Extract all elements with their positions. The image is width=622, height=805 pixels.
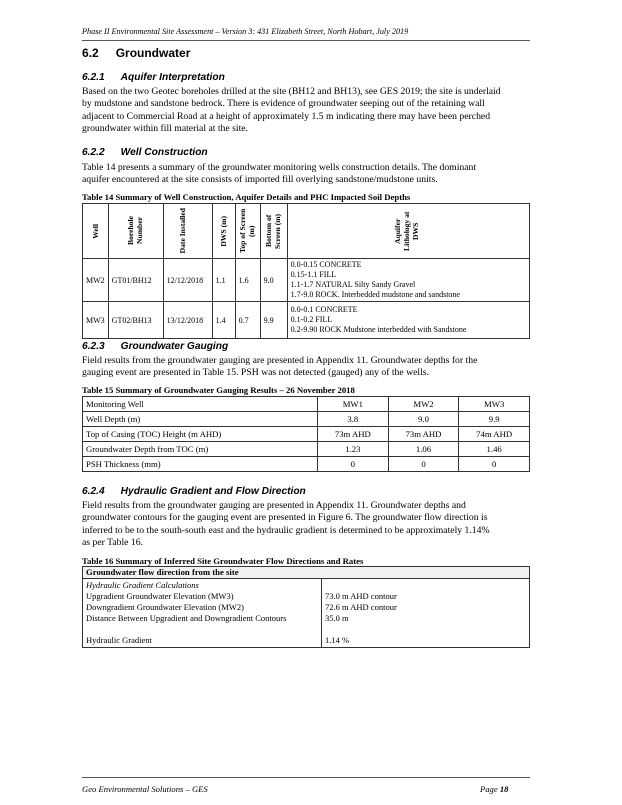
lithology-cell xyxy=(287,302,529,339)
table-15 xyxy=(82,396,530,472)
table-16-caption: Table 16 Summary of Inferred Site Groundwater Flow Directions and Rates xyxy=(82,556,364,566)
header-text: Aquifer Lithology at DWS xyxy=(393,211,421,251)
header-text: Date Installed xyxy=(177,208,187,254)
table-cell: 3.8 xyxy=(318,412,389,427)
lithology-line: 0.0-0.15 CONCRETE xyxy=(290,260,362,269)
paragraph-line: as per Table 16. xyxy=(82,536,144,548)
paragraph-hydraulic-gradient xyxy=(82,500,530,549)
spacer xyxy=(325,624,526,635)
subsection-heading-6-2-4 xyxy=(82,486,306,497)
table-16 xyxy=(82,566,530,648)
table-cell: 1.46 xyxy=(459,442,530,457)
table-cell: Groundwater Depth from TOC (m) xyxy=(83,442,318,457)
subsection-number: 6.2.2 xyxy=(82,147,105,158)
table-row xyxy=(83,302,530,339)
footer-company: Geo Environmental Solutions – GES xyxy=(82,784,208,794)
table-cell: GT01/BH12 xyxy=(108,259,163,302)
table-row xyxy=(83,457,530,472)
table-header-row xyxy=(83,567,530,579)
subsection-title: Hydraulic Gradient and Flow Direction xyxy=(120,486,306,497)
lithology-line: 0.15-1.1 FILL xyxy=(290,270,337,279)
table-cell: 0.7 xyxy=(235,302,260,339)
table-cell: GT02/BH13 xyxy=(108,302,163,339)
table-header-row xyxy=(83,397,530,412)
calc-label: Upgradient Groundwater Elevation (MW3) xyxy=(86,591,234,601)
table-cell: 9.9 xyxy=(459,412,530,427)
table-row xyxy=(83,442,530,457)
paragraph-line: aquifer encountered at the site consists of imported fill overlying sandstone/mudstone units. xyxy=(82,174,438,186)
table-14-caption: Table 14 Summary of Well Construction, Aquifer Details and PHC Impacted Soil Depths xyxy=(82,192,411,202)
header-text: Top of Screen (m) xyxy=(237,208,256,254)
footer-page xyxy=(480,784,508,794)
table-cell: Well Depth (m) xyxy=(83,412,318,427)
lithology-line: 0.1-0.2 FILL xyxy=(290,315,333,324)
table-cell: 0 xyxy=(459,457,530,472)
paragraph-well-construction xyxy=(82,162,530,187)
table-cell xyxy=(322,579,530,648)
table-14 xyxy=(82,203,530,339)
subsection-heading-6-2-2 xyxy=(82,147,208,158)
table-cell: 1.1 xyxy=(212,259,235,302)
table-row xyxy=(83,579,530,648)
calc-value: 72.6 m AHD contour xyxy=(325,602,397,612)
table-header-cell: Groundwater flow direction from the site xyxy=(83,567,530,579)
paragraph-line: adjacent to Commercial Road at a height of approximately 1.5 m indicating there may have been perched xyxy=(82,110,491,122)
table-cell: MW3 xyxy=(83,302,109,339)
table-cell: Top of Casing (TOC) Height (m AHD) xyxy=(83,427,318,442)
table-cell: 13/12/2018 xyxy=(163,302,212,339)
lithology-line: 0.2-9.90 ROCK Mudstone interbedded with Sandstone xyxy=(290,325,467,334)
section-title: Groundwater xyxy=(115,46,191,60)
table-header-cell xyxy=(163,204,212,259)
subsection-heading-6-2-3 xyxy=(82,341,228,352)
section-heading xyxy=(82,46,190,60)
table-header-cell: Monitoring Well xyxy=(83,397,318,412)
table-header-cell: MW1 xyxy=(318,397,389,412)
table-cell: 1.06 xyxy=(388,442,459,457)
table-row xyxy=(83,412,530,427)
table-header-cell: MW3 xyxy=(459,397,530,412)
table-header-cell xyxy=(235,204,260,259)
table-cell: 1.6 xyxy=(235,259,260,302)
table-cell: 73m AHD xyxy=(388,427,459,442)
calc-label: Downgradient Groundwater Elevation (MW2) xyxy=(86,602,244,612)
table-cell: MW2 xyxy=(83,259,109,302)
subsection-number: 6.2.4 xyxy=(82,486,105,497)
page-number: 18 xyxy=(499,784,509,794)
paragraph-aquifer xyxy=(82,86,530,135)
table-cell: 12/12/2018 xyxy=(163,259,212,302)
paragraph-line: groundwater contours for the gauging event are presented in Figure 6. The groundwater flow direction is xyxy=(82,512,488,524)
subsection-title: Aquifer Interpretation xyxy=(120,72,225,83)
header-text: DWS (m) xyxy=(219,215,229,247)
table-header-row xyxy=(83,204,530,259)
table-header-cell xyxy=(83,204,109,259)
calc-value: 73.0 m AHD contour xyxy=(325,591,397,601)
lithology-line: 0.0-0.1 CONCRETE xyxy=(290,305,358,314)
calc-value: 35.0 m xyxy=(325,613,349,623)
spacer xyxy=(325,580,526,591)
lithology-line: 1.7-9.0 ROCK. Interbedded mudstone and sandstone xyxy=(290,290,460,299)
table-header-cell: MW2 xyxy=(388,397,459,412)
subsection-title: Groundwater Gauging xyxy=(120,341,229,352)
paragraph-line: Based on the two Geotec boreholes drilled at the site (BH12 and BH13), see GES 2019; the site is underlaid xyxy=(82,86,501,97)
header-rule xyxy=(82,40,530,41)
calc-label: Hydraulic Gradient xyxy=(86,635,152,645)
paragraph-gauging xyxy=(82,355,530,380)
subsection-number: 6.2.3 xyxy=(82,341,105,352)
paragraph-line: gauging event are presented in Table 15. PSH was not detected (gauged) any of the wells. xyxy=(82,367,429,379)
table-cell: 0 xyxy=(318,457,389,472)
table-header-cell xyxy=(212,204,235,259)
running-header: Phase II Environmental Site Assessment – Version 3: 431 Elizabeth Street, North Hobart, July 2019 xyxy=(82,27,409,36)
table-cell: 74m AHD xyxy=(459,427,530,442)
table-cell: PSH Thickness (mm) xyxy=(83,457,318,472)
spacer xyxy=(86,624,318,635)
table-cell: 9.0 xyxy=(260,259,287,302)
table-row xyxy=(83,259,530,302)
table-cell: 0 xyxy=(388,457,459,472)
table-cell xyxy=(83,579,322,648)
table-header-cell xyxy=(287,204,529,259)
table-15-caption: Table 15 Summary of Groundwater Gauging Results – 26 November 2018 xyxy=(82,385,355,395)
table-cell: 1.23 xyxy=(318,442,389,457)
header-text: Borehole Number xyxy=(125,216,144,246)
calc-value: 1.14 % xyxy=(325,635,350,645)
table-header-cell xyxy=(260,204,287,259)
footer-rule xyxy=(82,777,530,778)
paragraph-line: inferred to be to the south-south east and the hydraulic gradient is determined to be approximately 1.14% xyxy=(82,524,490,536)
calculation-subheader: Hydraulic Gradient Calculations xyxy=(86,580,199,590)
paragraph-line: Field results from the groundwater gauging are presented in Appendix 11. Groundwater depths for the xyxy=(82,355,478,366)
table-cell: 9.0 xyxy=(388,412,459,427)
paragraph-line: groundwater within fill material at the site. xyxy=(82,122,248,134)
lithology-cell xyxy=(287,259,529,302)
subsection-heading-6-2-1 xyxy=(82,72,225,83)
calc-label: Distance Between Upgradient and Downgradient Contours xyxy=(86,613,287,623)
table-cell: 9.9 xyxy=(260,302,287,339)
paragraph-line: Field results from the groundwater gauging are presented in Appendix 11. Groundwater depths and xyxy=(82,500,466,511)
table-cell: 73m AHD xyxy=(318,427,389,442)
lithology-line: 1.1-1.7 NATURAL Silty Sandy Gravel xyxy=(290,280,416,289)
table-row xyxy=(83,427,530,442)
header-text: Bottom of Screen (m) xyxy=(263,213,282,249)
header-text: Well xyxy=(90,223,100,239)
table-cell: 1.4 xyxy=(212,302,235,339)
page-label: Page xyxy=(480,784,498,794)
paragraph-line: by mudstone and sandstone bedrock. There is evidence of groundwater seeping out of the retaining wall xyxy=(82,98,485,110)
subsection-number: 6.2.1 xyxy=(82,72,105,83)
section-number: 6.2 xyxy=(82,46,99,60)
paragraph-line: Table 14 presents a summary of the groundwater monitoring wells construction details. The dominant xyxy=(82,162,477,173)
table-header-cell xyxy=(108,204,163,259)
subsection-title: Well Construction xyxy=(120,147,208,158)
